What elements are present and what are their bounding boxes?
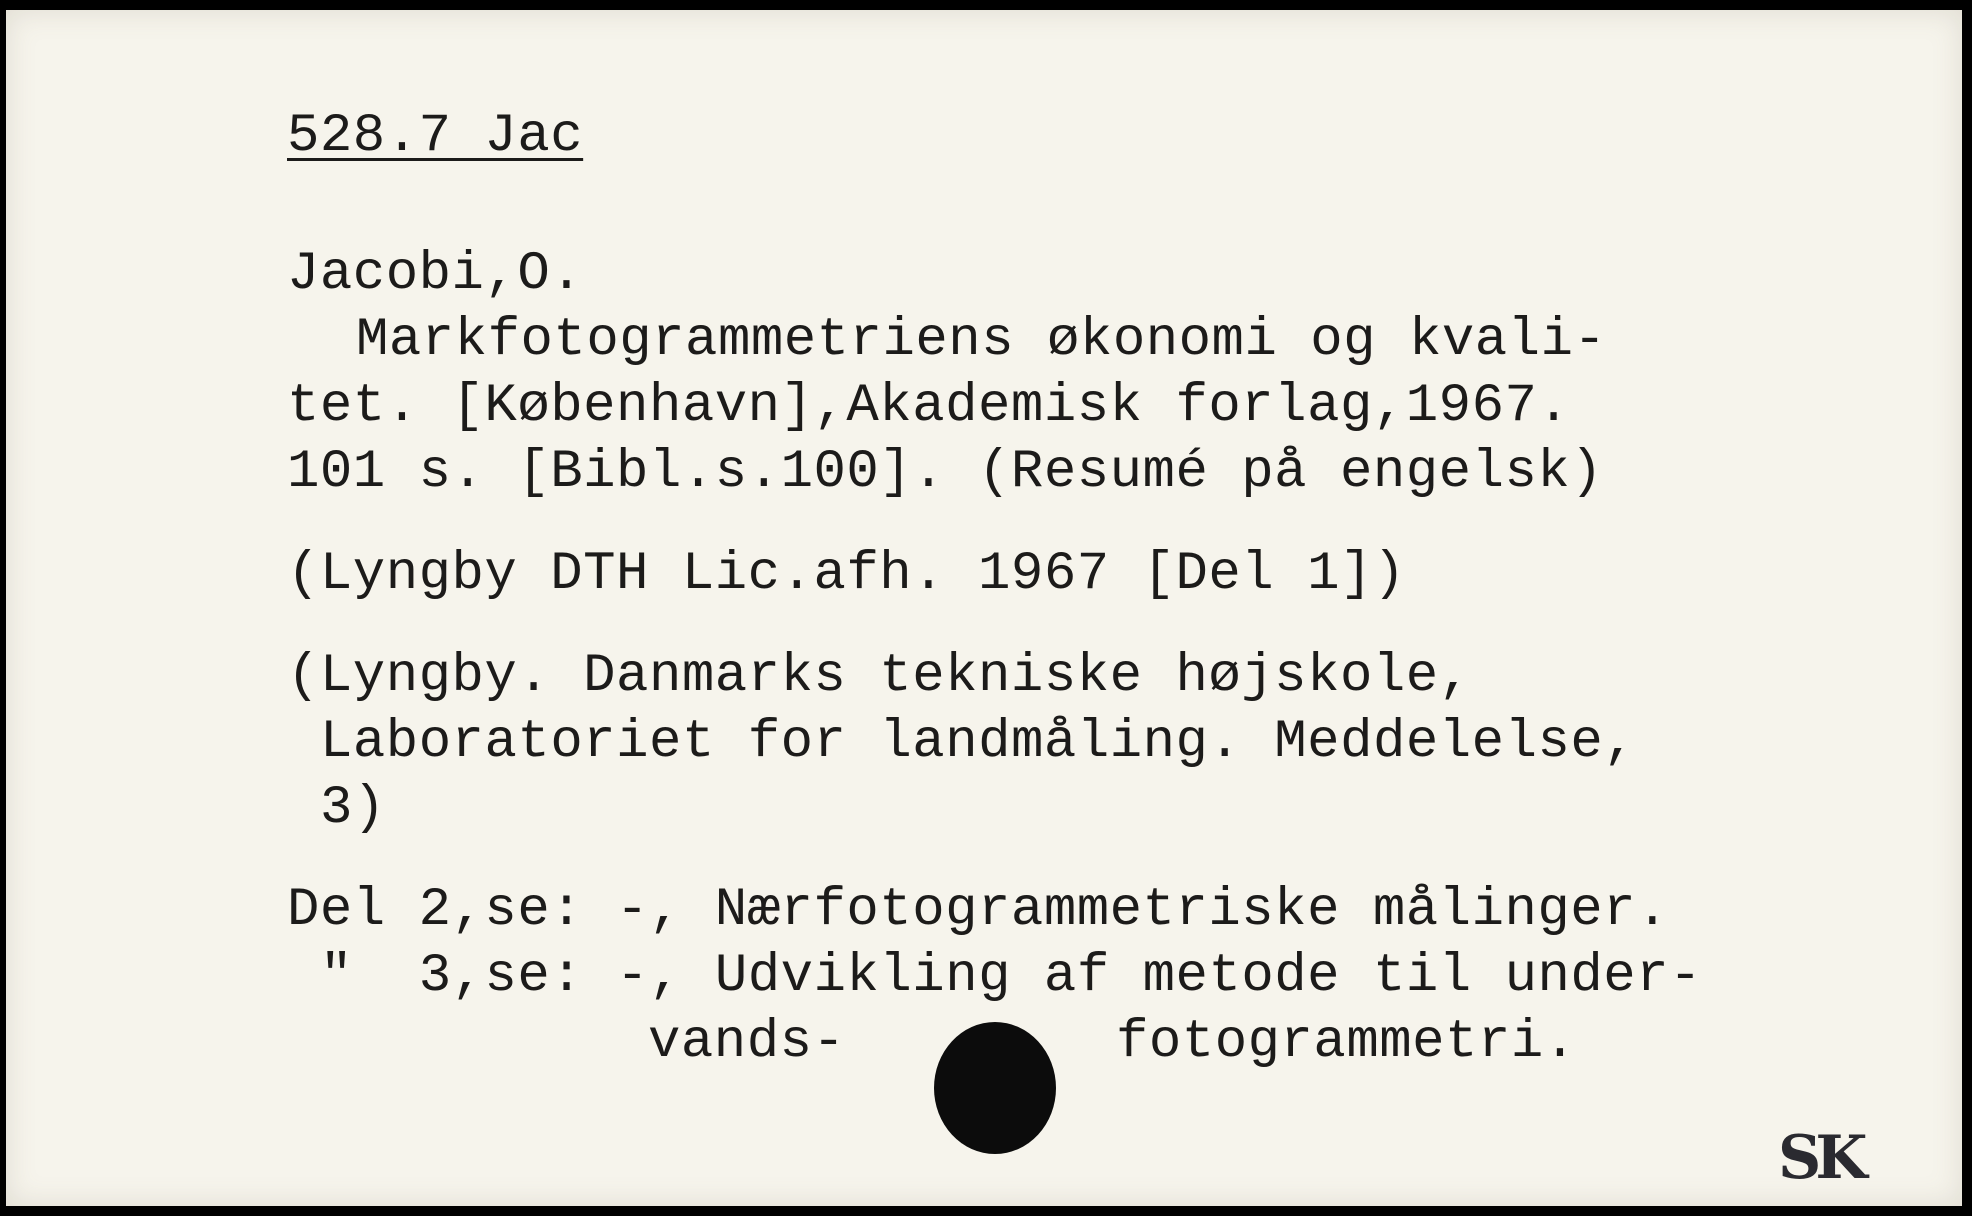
series-line-3: 3) [320,778,386,839]
series-line-1: (Lyngby. Danmarks tekniske højskole, [287,646,1472,707]
see-also-line-3-right: fotogrammetri. [1116,1012,1577,1073]
title-line-3: 101 s. [Bibl.s.100]. (Resumé på engelsk) [287,442,1604,503]
see-also-line-1: Del 2,se: -, Nærfotogrammetriske målinger. [287,880,1670,941]
catalog-card [6,10,1962,1206]
punch-hole [934,1022,1056,1154]
thesis-note: (Lyngby DTH Lic.afh. 1967 [Del 1]) [287,544,1406,605]
title-line-1: Markfotogrammetriens økonomi og kvali- [356,310,1607,371]
title-line-2: tet. [København],Akademisk forlag,1967. [287,376,1571,437]
series-line-2: Laboratoriet for landmåling. Meddelelse, [320,712,1637,773]
library-stamp: SK [1778,1123,1862,1193]
call-number: 528.7 Jac [287,106,584,167]
see-also-line-2: " 3,se: -, Udvikling af metode til under- [320,946,1703,1007]
author-heading: Jacobi,O. [287,244,584,305]
see-also-line-3-left: vands- [648,1012,846,1073]
